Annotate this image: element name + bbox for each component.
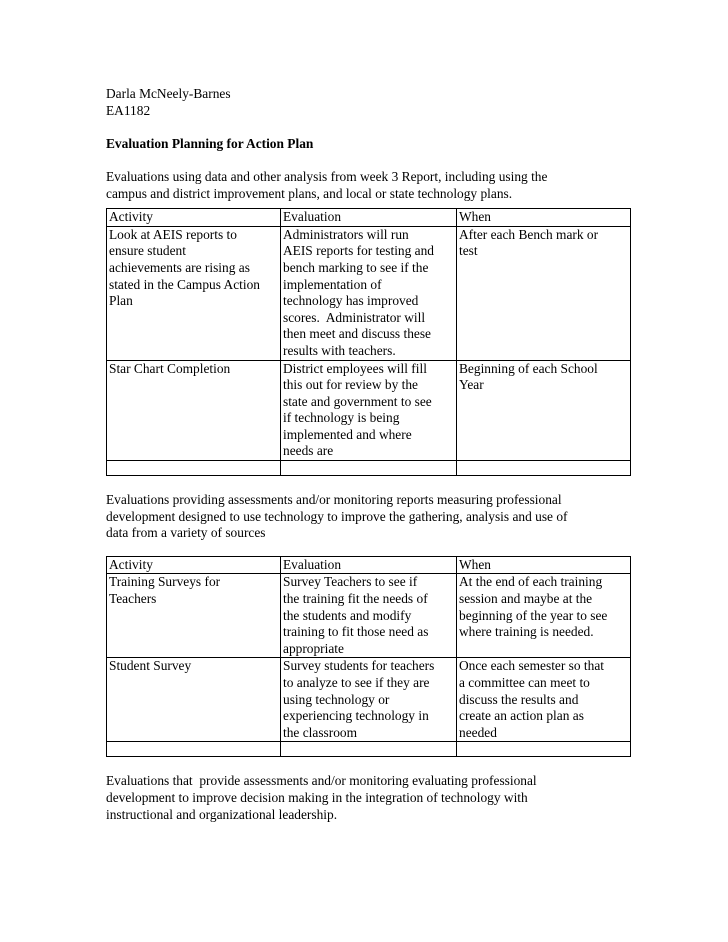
section1-intro-line2: campus and district improvement plans, and local or state technology plans. bbox=[106, 185, 513, 201]
cell-line: state and government to see bbox=[283, 393, 432, 409]
empty-table-row bbox=[107, 461, 631, 476]
cell-line: Star Chart Completion bbox=[109, 360, 231, 376]
cell-line: using technology or bbox=[283, 691, 390, 707]
cell-line: Teachers bbox=[109, 591, 157, 607]
section2-table bbox=[106, 556, 631, 758]
evaluation-cell bbox=[281, 226, 457, 360]
spacer bbox=[106, 152, 630, 169]
cell-line: discuss the results and bbox=[459, 691, 579, 707]
when-cell bbox=[457, 574, 631, 658]
section3-intro-line3: instructional and organizational leadership. bbox=[106, 806, 338, 822]
document-title: Evaluation Planning for Action Plan bbox=[106, 135, 314, 151]
table-row bbox=[107, 360, 631, 461]
when-cell bbox=[457, 226, 631, 360]
empty-cell bbox=[107, 461, 281, 476]
cell-line: this out for review by the bbox=[283, 377, 418, 393]
cell-line: Year bbox=[459, 377, 484, 393]
cell-line: Beginning of each School bbox=[459, 360, 598, 376]
column-header-evaluation: Evaluation bbox=[281, 556, 457, 574]
spacer bbox=[106, 757, 630, 773]
cell-line: create an action plan as bbox=[459, 708, 584, 724]
cell-line: Survey Teachers to see if bbox=[283, 574, 418, 590]
cell-line: to analyze to see if they are bbox=[283, 675, 430, 690]
cell-line: Administrators will run bbox=[283, 226, 409, 242]
empty-cell bbox=[457, 461, 631, 476]
cell-line: Look at AEIS reports to bbox=[109, 226, 237, 242]
cell-line: beginning of the year to see bbox=[459, 607, 608, 623]
when-cell bbox=[457, 658, 631, 742]
cell-line: AEIS reports for testing and bbox=[283, 243, 434, 259]
evaluation-cell bbox=[281, 574, 457, 658]
cell-line: Survey students for teachers bbox=[283, 658, 435, 674]
spacer bbox=[106, 542, 630, 556]
evaluation-cell bbox=[281, 658, 457, 742]
empty-table-row bbox=[107, 742, 631, 757]
cell-line: appropriate bbox=[283, 640, 344, 656]
column-header-activity: Activity bbox=[107, 556, 281, 574]
cell-line: needed bbox=[459, 724, 497, 740]
cell-line: achievements are rising as bbox=[109, 259, 250, 275]
empty-cell bbox=[107, 742, 281, 757]
cell-line: technology has improved bbox=[283, 293, 419, 309]
when-cell bbox=[457, 360, 631, 461]
table-row bbox=[107, 574, 631, 658]
cell-line: bench marking to see if the bbox=[283, 259, 429, 275]
cell-line: needs are bbox=[283, 443, 334, 459]
column-header-when: When bbox=[457, 209, 631, 227]
table-row bbox=[107, 658, 631, 742]
cell-line: results with teachers. bbox=[283, 342, 396, 358]
course-code: EA1182 bbox=[106, 102, 151, 118]
cell-line: session and maybe at the bbox=[459, 591, 593, 607]
cell-line: the classroom bbox=[283, 724, 358, 740]
activity-cell bbox=[107, 360, 281, 461]
section2-intro-line2: development designed to use technology to improve the gathering, analysis and use of bbox=[106, 508, 568, 524]
empty-cell bbox=[281, 461, 457, 476]
column-header-activity: Activity bbox=[107, 209, 281, 227]
cell-line: where training is needed. bbox=[459, 624, 594, 640]
cell-line: scores. Administrator will bbox=[283, 309, 426, 325]
cell-line: experiencing technology in bbox=[283, 708, 429, 724]
section1-table bbox=[106, 208, 631, 476]
activity-cell bbox=[107, 658, 281, 742]
spacer bbox=[106, 476, 630, 492]
section1-intro-line1: Evaluations using data and other analysis from week 3 Report, including using the bbox=[106, 168, 548, 184]
cell-line: Plan bbox=[109, 293, 133, 309]
activity-cell bbox=[107, 574, 281, 658]
cell-line: test bbox=[459, 243, 478, 259]
cell-line: Once each semester so that bbox=[459, 658, 605, 674]
cell-line: At the end of each training bbox=[459, 574, 603, 590]
cell-line: implemented and where bbox=[283, 426, 412, 442]
cell-line: stated in the Campus Action bbox=[109, 276, 260, 292]
table-header-row bbox=[107, 209, 631, 227]
column-header-when: When bbox=[457, 556, 631, 574]
column-header-evaluation: Evaluation bbox=[281, 209, 457, 227]
author-name: Darla McNeely-Barnes bbox=[106, 86, 231, 101]
cell-line: the training fit the needs of bbox=[283, 591, 428, 607]
cell-line: training to fit those need as bbox=[283, 624, 429, 640]
cell-line: the students and modify bbox=[283, 607, 412, 623]
cell-line: then meet and discuss these bbox=[283, 326, 432, 342]
empty-cell bbox=[281, 742, 457, 757]
cell-line: Training Surveys for bbox=[109, 574, 221, 590]
cell-line: After each Bench mark or bbox=[459, 226, 599, 242]
cell-line: ensure student bbox=[109, 243, 186, 259]
activity-cell bbox=[107, 226, 281, 360]
cell-line: if technology is being bbox=[283, 410, 400, 426]
empty-cell bbox=[457, 742, 631, 757]
cell-line: a committee can meet to bbox=[459, 675, 590, 690]
section2-intro-line3: data from a variety of sources bbox=[106, 525, 266, 541]
spacer bbox=[106, 119, 630, 136]
section3-intro-line2: development to improve decision making in the integration of technology with bbox=[106, 789, 528, 805]
table-row bbox=[107, 226, 631, 360]
section3-intro-line1: Evaluations that provide assessments and/or monitoring evaluating professional bbox=[106, 773, 537, 789]
evaluation-cell bbox=[281, 360, 457, 461]
document-page bbox=[106, 86, 630, 823]
cell-line: District employees will fill bbox=[283, 360, 427, 376]
cell-line: implementation of bbox=[283, 276, 382, 292]
table-header-row bbox=[107, 556, 631, 574]
cell-line: Student Survey bbox=[109, 658, 192, 674]
section2-intro-line1: Evaluations providing assessments and/or monitoring reports measuring professional bbox=[106, 492, 562, 508]
